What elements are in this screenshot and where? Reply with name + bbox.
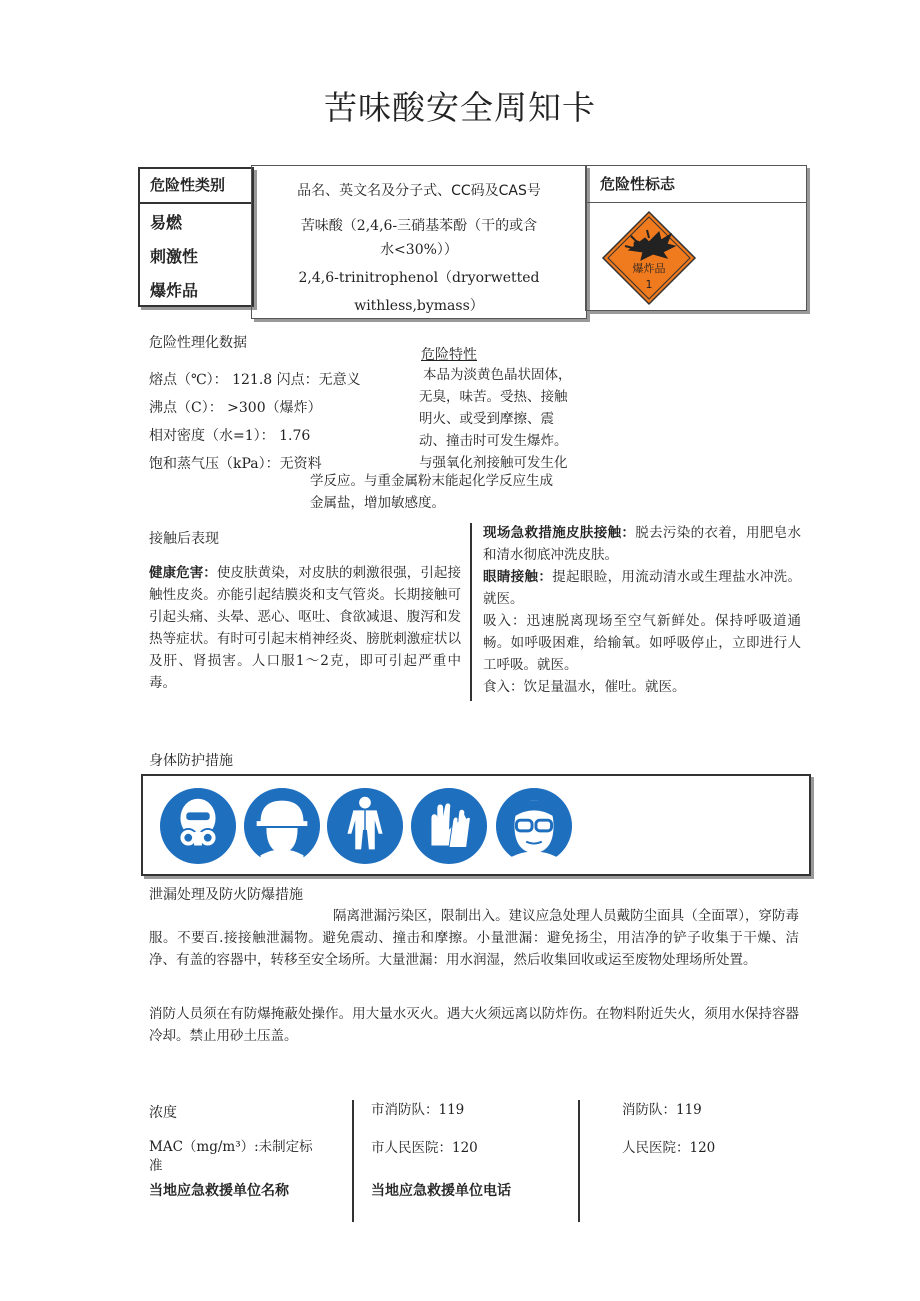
physchem-line: 相对密度（水=1）： 1.76 [149,428,311,444]
product-name-header: 品名、英文名及分子式、CC码及CAS号 [297,183,541,199]
goggles-icon [495,787,573,865]
hazard-props-line: 无臭，味苦。受热、接触 [419,389,568,405]
hazard-props-line: 与强氧化剂接触可发生化 [419,455,568,471]
concentration-header: 浓度 [149,1105,177,1121]
column-divider [470,523,472,701]
first-aid-skin-body: 脱去污染的衣着，用肥皂水和清水彻底冲洗皮肤。 [483,525,801,563]
local-phone-label: 当地应急救援单位电话 [371,1183,511,1199]
health-hazard-text [149,562,461,694]
exposure-header: 接触后表现 [149,531,219,547]
protection-box [141,774,811,876]
physchem-data [149,366,361,478]
hazard-props-line: 学反应。与重金属粉末能起化学反应生成 [310,473,553,489]
health-hazard-label: 健康危害： [149,565,217,581]
hazard-props-header: 危险特性 [421,347,477,363]
footer-divider [352,1100,354,1222]
mac-line: 准 [149,1158,163,1174]
product-name-line: 2,4,6-trinitrophenol（dryorwetted [298,270,540,286]
hazard-props-line: 明火、或受到摩擦、震 [419,411,554,427]
hazard-category-item: 爆炸品 [150,281,199,300]
hazard-sign-header: 危险性标志 [586,166,806,203]
city-fire-phone: 市消防队：119 [371,1102,465,1118]
hazard-props-text [419,364,572,474]
city-hospital-phone: 市人民医院：120 [371,1140,478,1156]
first-aid-ingest: 食入：饮足量温水，催吐。就医。 [483,679,686,695]
protection-header: 身体防护措施 [149,753,233,769]
hospital-phone: 人民医院：120 [622,1140,716,1156]
hazard-sign-class: 1 [645,278,653,291]
spill-header: 泄漏处理及防火防爆措施 [149,887,303,903]
first-aid-skin [483,522,801,566]
fire-text: 消防人员须在有防爆掩蔽处操作。用大量水灭火。遇大火须远离以防炸伤。在物料附近失火，须用水保持容器冷却。禁止用砂土压盖。 [149,1006,799,1044]
hard-hat-icon [243,787,321,865]
protective-suit-icon [326,787,404,865]
footer-divider [578,1100,580,1222]
hazard-props-cont [310,470,553,514]
hazard-props-line: 动、撞击时可发生爆炸。 [419,433,568,449]
hazard-props-line: 本品为淡黄色晶状固体， [423,367,572,383]
local-unit-label: 当地应急救援单位名称 [149,1183,289,1199]
hazard-category-header: 危险性类别 [140,169,252,204]
hazard-category-item: 刺激性 [150,247,199,266]
first-aid-eye-label: 眼睛接触： [483,569,553,585]
first-aid-text [483,522,801,698]
hazard-sign-label: 爆炸品 [632,262,666,275]
product-name-line: withless,bymass） [354,298,484,314]
hazard-props-line: 金属盐，增加敏感度。 [310,495,445,511]
gloves-icon [410,787,488,865]
mac-line: MAC（mg/m³）:未制定标 [149,1139,313,1155]
product-name-line: 苦味酸（2,4,6-三硝基苯酚（干的或含 [300,218,538,234]
physchem-header: 危险性理化数据 [149,335,247,351]
spill-text: 隔离泄漏污染区，限制出入。建议应急处理人员戴防尘面具（全面罩），穿防毒服。不要百.接接触泄漏物。避免震动、撞击和摩擦。小量泄漏：避免扬尘，用洁净的铲子收集于干燥、洁净、有盖的容器中，转移至安全场所。大量泄漏：用水润湿，然后收集回收或运至废物处理场所处置。 [149,908,799,968]
explosive-diamond-icon [601,210,697,306]
respirator-icon [159,787,237,865]
first-aid-eye-body: 提起眼睑，用流动清水或生理盐水冲洗。就医。 [483,569,802,607]
fire-phone: 消防队：119 [622,1102,702,1118]
first-aid-eye [483,566,801,610]
physchem-line: 沸点（C）： >300（爆炸） [149,400,322,416]
product-name-box [251,165,587,319]
product-name-line: 水<30%）） [380,242,458,258]
hazard-category-box [138,167,254,307]
mac-text [149,1136,313,1174]
first-aid-inhale: 吸入：迅速脱离现场至空气新鲜处。保持呼吸道通畅。如呼吸困难，给输氧。如呼吸停止，立即进行人工呼吸。就医。 [483,613,801,673]
physchem-line: 熔点（℃）： 121.8 闪点：无意义 [149,372,361,388]
physchem-line: 饱和蒸气压（kPa）：无资料 [149,456,322,472]
page-title: 苦味酸安全周知卡 [324,88,596,127]
health-hazard-body: 使皮肤黄染，对皮肤的刺激很强，引起接触性皮炎。亦能引起结膜炎和支气管炎。长期接触可引起头痛、头晕、恶心、呕吐、食欲减退、腹泻和发热等症状。有时可引起末梢神经炎、膀胱刺激症状以及肝、肾损害。人口服1～2克，即可引起严重中毒。 [149,565,462,691]
hazard-sign-box [585,165,807,311]
first-aid-skin-label: 现场急救措施皮肤接触： [483,525,636,541]
hazard-category-item: 易燃 [150,213,183,232]
